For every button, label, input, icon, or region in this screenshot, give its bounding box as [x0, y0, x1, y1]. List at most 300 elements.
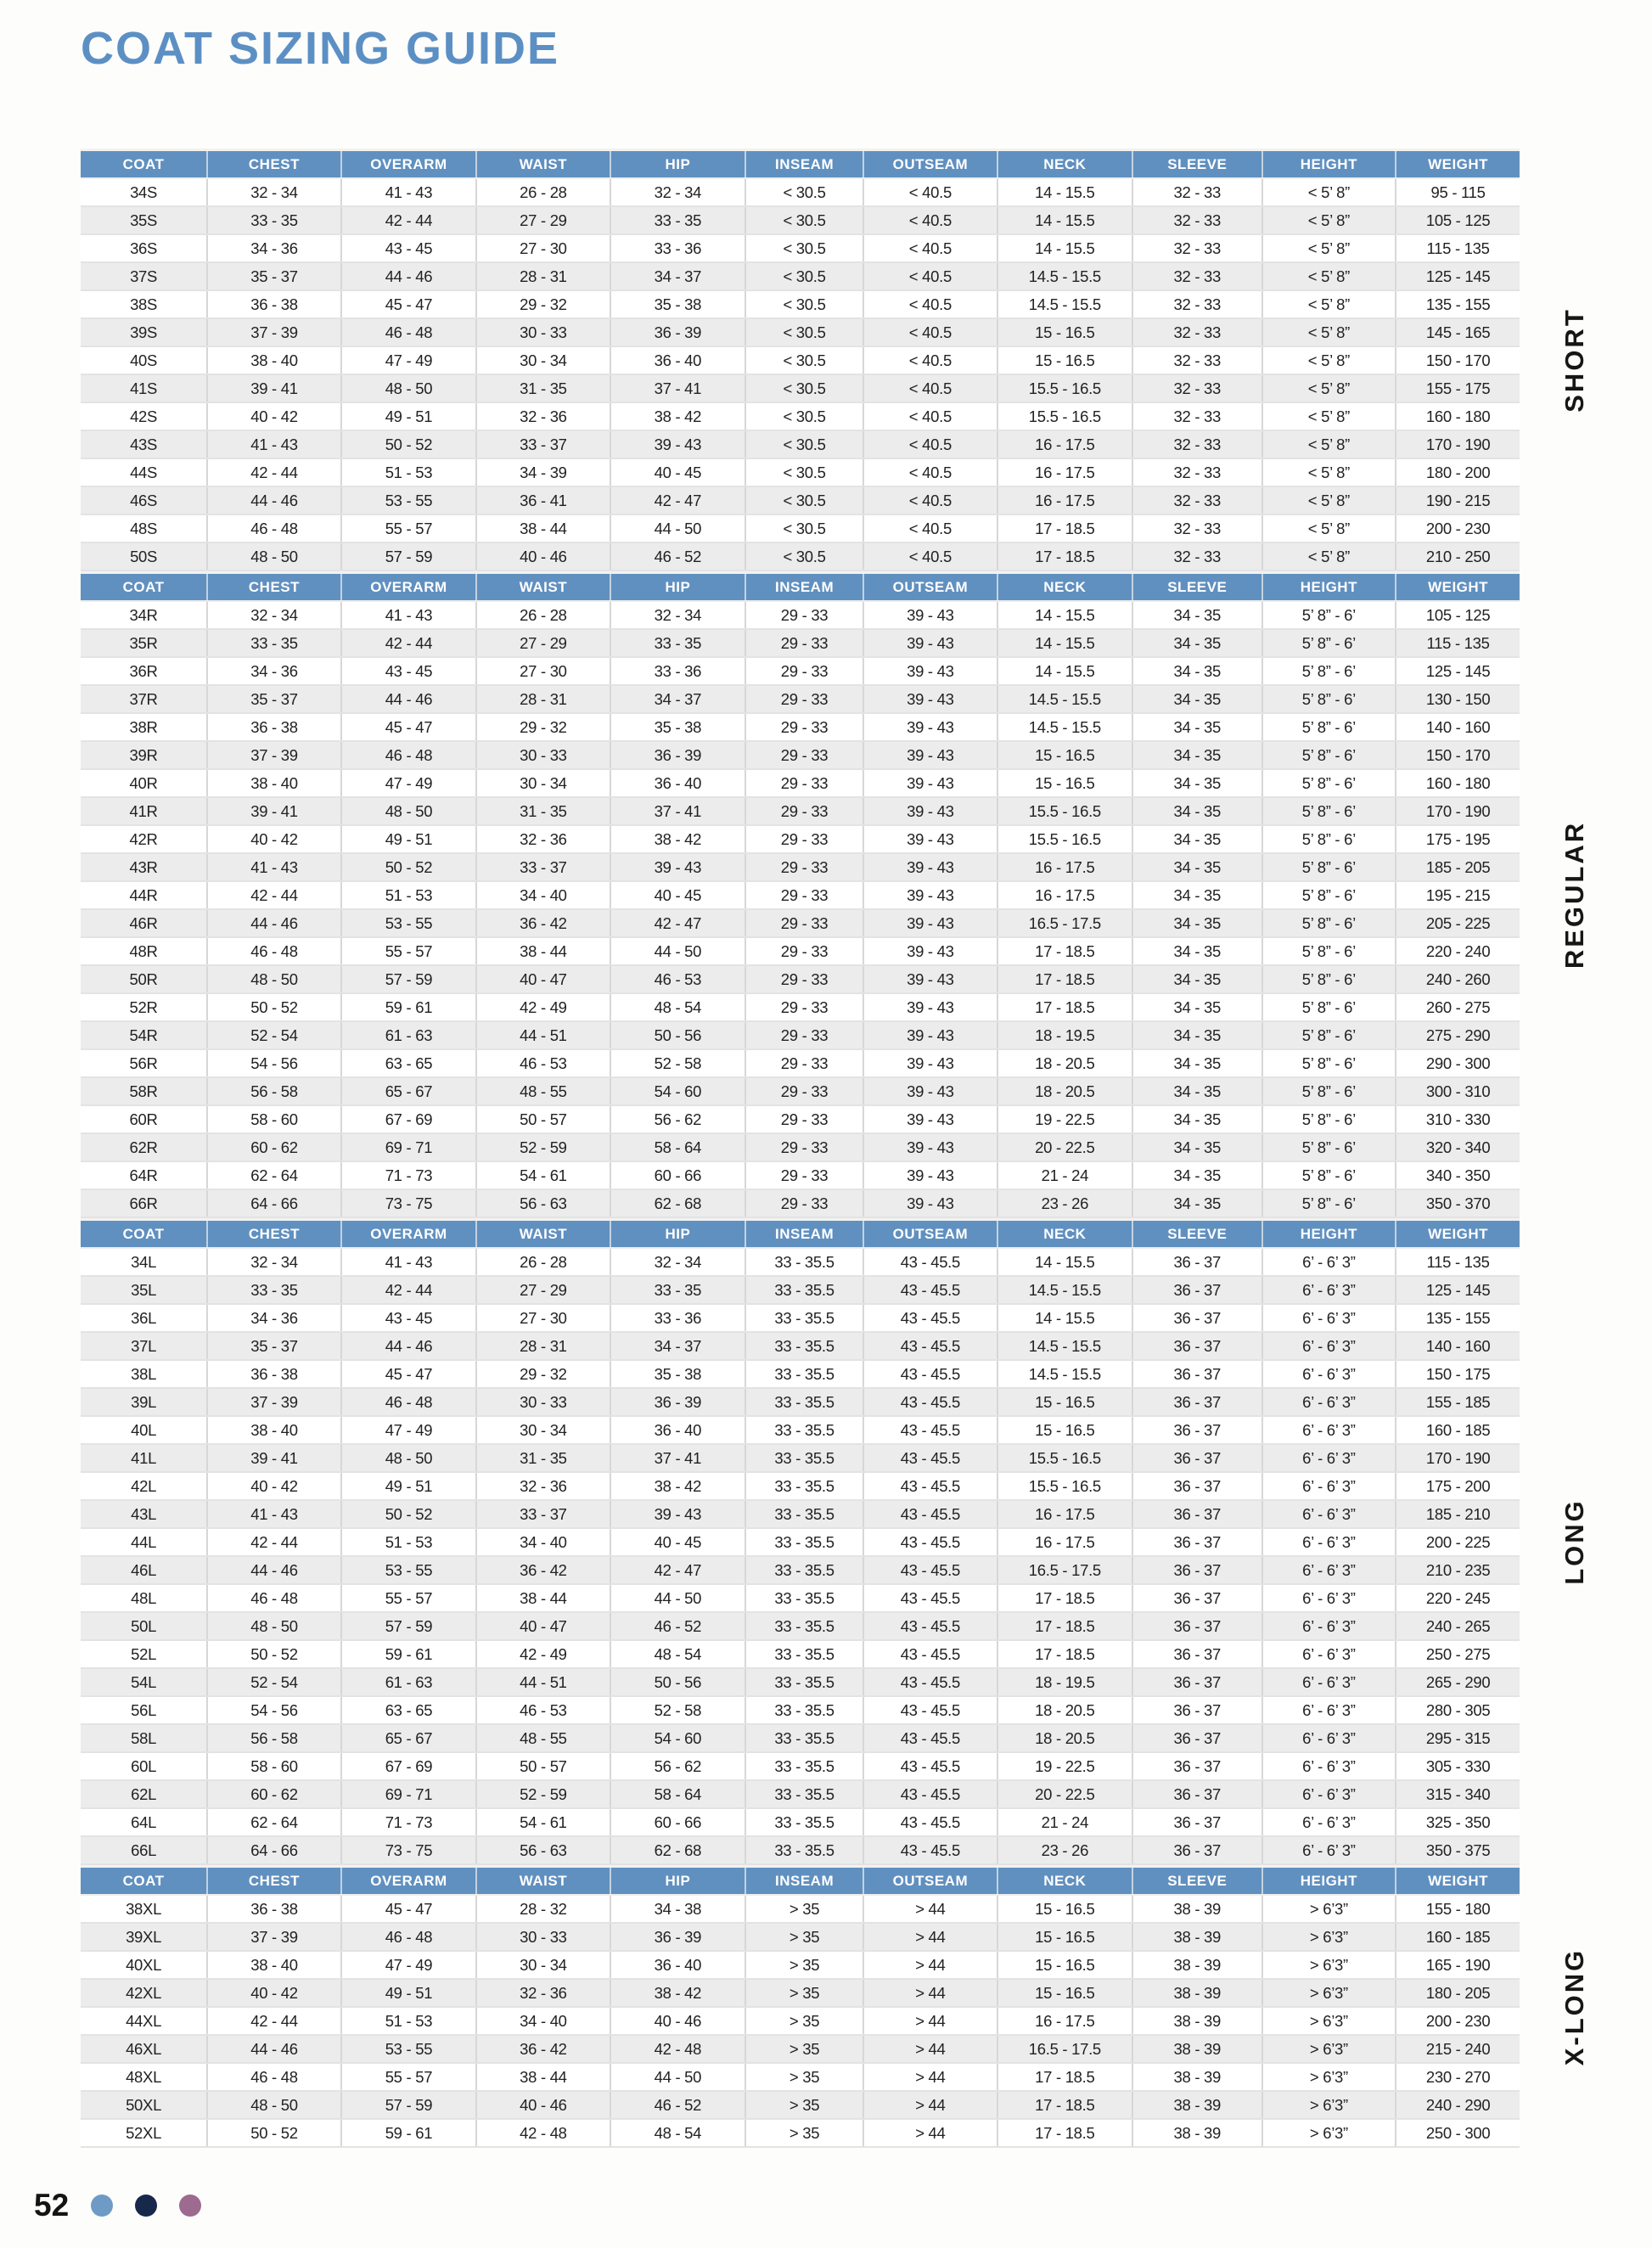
table-cell: 14.5 - 15.5	[997, 1276, 1132, 1304]
table-cell: 33 - 35.5	[745, 1584, 863, 1612]
table-cell: 130 - 150	[1396, 685, 1520, 713]
table-cell: 15 - 16.5	[997, 769, 1132, 797]
table-cell: 33 - 35.5	[745, 1612, 863, 1640]
table-cell: 36 - 40	[610, 1416, 745, 1444]
table-cell: 16.5 - 17.5	[997, 2035, 1132, 2063]
table-cell: 42 - 47	[610, 486, 745, 514]
table-row-62l	[81, 1780, 1520, 1808]
table-row-42xl	[81, 1979, 1520, 2007]
table-cell: 29 - 33	[745, 1189, 863, 1217]
coat-size-cell: 50R	[81, 965, 207, 993]
table-cell: 32 - 33	[1132, 374, 1262, 402]
column-header-outseam: OUTSEAM	[863, 150, 997, 179]
table-cell: 17 - 18.5	[997, 2119, 1132, 2147]
table-cell: 53 - 55	[341, 1556, 476, 1584]
table-cell: 27 - 29	[476, 206, 610, 234]
table-cell: 58 - 60	[207, 1752, 341, 1780]
table-cell: < 30.5	[745, 486, 863, 514]
table-cell: 41 - 43	[207, 1500, 341, 1528]
table-cell: 190 - 215	[1396, 486, 1520, 514]
table-row-39l	[81, 1388, 1520, 1416]
table-cell: 64 - 66	[207, 1189, 341, 1217]
column-header-chest: CHEST	[207, 150, 341, 179]
table-cell: 16 - 17.5	[997, 881, 1132, 909]
table-cell: < 40.5	[863, 514, 997, 542]
table-cell: 38 - 44	[476, 937, 610, 965]
table-cell: 340 - 350	[1396, 1161, 1520, 1189]
table-row-42l	[81, 1472, 1520, 1500]
table-cell: 44 - 46	[207, 909, 341, 937]
coat-size-cell: 39L	[81, 1388, 207, 1416]
table-cell: 29 - 33	[745, 881, 863, 909]
table-cell: 31 - 35	[476, 1444, 610, 1472]
table-cell: > 6’3”	[1262, 2119, 1396, 2147]
table-cell: 250 - 275	[1396, 1640, 1520, 1668]
coat-size-cell: 58L	[81, 1724, 207, 1752]
column-header-waist: WAIST	[476, 1220, 610, 1249]
table-cell: 29 - 33	[745, 685, 863, 713]
table-cell: 200 - 225	[1396, 1528, 1520, 1556]
table-cell: 150 - 170	[1396, 346, 1520, 374]
table-cell: 46 - 53	[476, 1696, 610, 1724]
table-cell: 6’ - 6’ 3”	[1262, 1500, 1396, 1528]
table-cell: > 6’3”	[1262, 2035, 1396, 2063]
table-cell: 47 - 49	[341, 1416, 476, 1444]
table-cell: 33 - 35	[207, 629, 341, 657]
table-cell: 50 - 52	[341, 430, 476, 458]
coat-size-cell: 62L	[81, 1780, 207, 1808]
coat-size-cell: 37S	[81, 262, 207, 290]
table-cell: 195 - 215	[1396, 881, 1520, 909]
table-cell: 14 - 15.5	[997, 206, 1132, 234]
table-cell: 64 - 66	[207, 1836, 341, 1864]
table-cell: 36 - 42	[476, 2035, 610, 2063]
table-cell: 15.5 - 16.5	[997, 1444, 1132, 1472]
section-x-long	[81, 1865, 1589, 2148]
table-cell: > 6’3”	[1262, 1895, 1396, 1923]
coat-size-cell: 56L	[81, 1696, 207, 1724]
coat-size-cell: 52L	[81, 1640, 207, 1668]
table-cell: 53 - 55	[341, 2035, 476, 2063]
table-cell: > 44	[863, 1979, 997, 2007]
table-cell: 36 - 37	[1132, 1360, 1262, 1388]
table-cell: 32 - 33	[1132, 430, 1262, 458]
table-cell: < 40.5	[863, 458, 997, 486]
table-cell: 29 - 33	[745, 853, 863, 881]
table-cell: < 5’ 8”	[1262, 458, 1396, 486]
table-cell: 63 - 65	[341, 1049, 476, 1077]
table-cell: 38 - 42	[610, 1979, 745, 2007]
table-cell: 28 - 31	[476, 1332, 610, 1360]
table-cell: > 6’3”	[1262, 2007, 1396, 2035]
table-cell: 125 - 145	[1396, 1276, 1520, 1304]
table-cell: 14.5 - 15.5	[997, 290, 1132, 318]
table-cell: 210 - 250	[1396, 542, 1520, 570]
table-cell: < 5’ 8”	[1262, 262, 1396, 290]
column-header-coat: COAT	[81, 1220, 207, 1249]
table-cell: 38 - 40	[207, 1951, 341, 1979]
table-cell: 5’ 8” - 6’	[1262, 1077, 1396, 1105]
table-cell: 16 - 17.5	[997, 458, 1132, 486]
section-label-regular: REGULAR	[1559, 820, 1589, 969]
table-cell: 48 - 55	[476, 1724, 610, 1752]
table-cell: 39 - 43	[863, 853, 997, 881]
table-cell: > 44	[863, 2035, 997, 2063]
table-cell: 265 - 290	[1396, 1668, 1520, 1696]
table-cell: 60 - 62	[207, 1780, 341, 1808]
table-cell: 30 - 34	[476, 1416, 610, 1444]
table-cell: 16 - 17.5	[997, 430, 1132, 458]
table-cell: 6’ - 6’ 3”	[1262, 1416, 1396, 1444]
table-cell: 28 - 31	[476, 262, 610, 290]
coat-size-cell: 43L	[81, 1500, 207, 1528]
table-cell: 5’ 8” - 6’	[1262, 881, 1396, 909]
table-cell: 27 - 30	[476, 657, 610, 685]
table-cell: 40 - 42	[207, 1472, 341, 1500]
table-cell: 59 - 61	[341, 993, 476, 1021]
table-cell: 33 - 35.5	[745, 1836, 863, 1864]
table-cell: 26 - 28	[476, 178, 610, 206]
column-header-chest: CHEST	[207, 1867, 341, 1896]
table-cell: 60 - 62	[207, 1133, 341, 1161]
table-cell: 5’ 8” - 6’	[1262, 769, 1396, 797]
table-cell: 5’ 8” - 6’	[1262, 685, 1396, 713]
table-cell: < 30.5	[745, 262, 863, 290]
table-cell: 33 - 36	[610, 1304, 745, 1332]
table-cell: 55 - 57	[341, 1584, 476, 1612]
table-cell: 51 - 53	[341, 458, 476, 486]
table-cell: 28 - 32	[476, 1895, 610, 1923]
table-cell: 16 - 17.5	[997, 1500, 1132, 1528]
table-cell: < 5’ 8”	[1262, 290, 1396, 318]
table-cell: 15.5 - 16.5	[997, 797, 1132, 825]
table-cell: 36 - 38	[207, 1895, 341, 1923]
table-cell: 73 - 75	[341, 1189, 476, 1217]
table-row-54r	[81, 1021, 1520, 1049]
table-cell: 36 - 38	[207, 290, 341, 318]
table-row-62r	[81, 1133, 1520, 1161]
coat-size-cell: 60R	[81, 1105, 207, 1133]
table-cell: 34 - 35	[1132, 657, 1262, 685]
table-cell: 36 - 42	[476, 909, 610, 937]
table-cell: 34 - 37	[610, 1332, 745, 1360]
table-cell: 140 - 160	[1396, 1332, 1520, 1360]
table-cell: 29 - 33	[745, 1133, 863, 1161]
table-cell: 54 - 61	[476, 1161, 610, 1189]
table-cell: 51 - 53	[341, 2007, 476, 2035]
table-cell: 39 - 43	[863, 881, 997, 909]
coat-size-cell: 62R	[81, 1133, 207, 1161]
table-cell: 33 - 35	[610, 629, 745, 657]
table-cell: 71 - 73	[341, 1161, 476, 1189]
table-cell: 37 - 39	[207, 1388, 341, 1416]
coat-size-cell: 58R	[81, 1077, 207, 1105]
table-cell: 42 - 48	[476, 2119, 610, 2147]
table-cell: 36 - 37	[1132, 1640, 1262, 1668]
table-cell: 43 - 45.5	[863, 1444, 997, 1472]
table-cell: 14.5 - 15.5	[997, 262, 1132, 290]
table-cell: 5’ 8” - 6’	[1262, 601, 1396, 629]
table-cell: 5’ 8” - 6’	[1262, 1105, 1396, 1133]
table-cell: 17 - 18.5	[997, 1612, 1132, 1640]
table-cell: 16.5 - 17.5	[997, 909, 1132, 937]
table-cell: 33 - 35.5	[745, 1640, 863, 1668]
table-cell: 40 - 42	[207, 825, 341, 853]
table-row-42r	[81, 825, 1520, 853]
table-cell: 51 - 53	[341, 1528, 476, 1556]
table-cell: 34 - 35	[1132, 685, 1262, 713]
table-cell: 15 - 16.5	[997, 741, 1132, 769]
column-header-hip: HIP	[610, 1867, 745, 1896]
coat-size-cell: 41S	[81, 374, 207, 402]
table-cell: < 40.5	[863, 430, 997, 458]
table-cell: > 6’3”	[1262, 2063, 1396, 2091]
table-cell: 45 - 47	[341, 290, 476, 318]
table-cell: 18 - 20.5	[997, 1049, 1132, 1077]
table-cell: 34 - 35	[1132, 993, 1262, 1021]
table-cell: 33 - 35.5	[745, 1248, 863, 1276]
table-cell: 34 - 35	[1132, 601, 1262, 629]
table-cell: 19 - 22.5	[997, 1752, 1132, 1780]
coat-size-cell: 54R	[81, 1021, 207, 1049]
table-cell: 34 - 35	[1132, 881, 1262, 909]
table-cell: 35 - 38	[610, 713, 745, 741]
coat-size-cell: 42S	[81, 402, 207, 430]
table-cell: 30 - 33	[476, 318, 610, 346]
table-cell: < 30.5	[745, 430, 863, 458]
table-row-41r	[81, 797, 1520, 825]
table-cell: < 30.5	[745, 374, 863, 402]
table-cell: 36 - 37	[1132, 1304, 1262, 1332]
table-cell: 350 - 370	[1396, 1189, 1520, 1217]
table-cell: 48 - 50	[341, 797, 476, 825]
table-cell: 39 - 43	[863, 1049, 997, 1077]
table-cell: > 35	[745, 2119, 863, 2147]
table-cell: 170 - 190	[1396, 430, 1520, 458]
table-cell: 34 - 35	[1132, 713, 1262, 741]
table-cell: 52 - 59	[476, 1133, 610, 1161]
table-cell: 205 - 225	[1396, 909, 1520, 937]
table-cell: < 40.5	[863, 178, 997, 206]
table-cell: 48 - 50	[207, 965, 341, 993]
table-cell: 30 - 34	[476, 346, 610, 374]
table-cell: 36 - 37	[1132, 1752, 1262, 1780]
coat-size-cell: 50XL	[81, 2091, 207, 2119]
table-cell: 38 - 39	[1132, 1923, 1262, 1951]
table-cell: 50 - 52	[207, 1640, 341, 1668]
table-cell: 69 - 71	[341, 1780, 476, 1808]
table-cell: 32 - 33	[1132, 542, 1262, 570]
column-header-inseam: INSEAM	[745, 150, 863, 179]
table-cell: 61 - 63	[341, 1668, 476, 1696]
table-cell: 160 - 185	[1396, 1923, 1520, 1951]
table-cell: 33 - 35.5	[745, 1304, 863, 1332]
table-cell: 5’ 8” - 6’	[1262, 965, 1396, 993]
table-cell: 29 - 33	[745, 1161, 863, 1189]
table-cell: 52 - 58	[610, 1049, 745, 1077]
table-cell: 44 - 50	[610, 1584, 745, 1612]
table-row-43l	[81, 1500, 1520, 1528]
column-header-waist: WAIST	[476, 1867, 610, 1896]
table-cell: 150 - 175	[1396, 1360, 1520, 1388]
table-cell: 36 - 37	[1132, 1276, 1262, 1304]
table-cell: 32 - 34	[207, 601, 341, 629]
table-cell: 44 - 51	[476, 1668, 610, 1696]
table-cell: 50 - 57	[476, 1752, 610, 1780]
table-cell: 33 - 36	[610, 234, 745, 262]
table-cell: 36 - 37	[1132, 1332, 1262, 1360]
coat-size-cell: 43R	[81, 853, 207, 881]
table-cell: > 44	[863, 1895, 997, 1923]
table-cell: 43 - 45.5	[863, 1360, 997, 1388]
coat-size-cell: 64R	[81, 1161, 207, 1189]
column-header-outseam: OUTSEAM	[863, 573, 997, 602]
table-cell: 185 - 205	[1396, 853, 1520, 881]
table-cell: 14 - 15.5	[997, 1248, 1132, 1276]
table-cell: 6’ - 6’ 3”	[1262, 1360, 1396, 1388]
table-cell: 38 - 42	[610, 825, 745, 853]
table-cell: 36 - 41	[476, 486, 610, 514]
table-cell: 29 - 33	[745, 1077, 863, 1105]
table-cell: 6’ - 6’ 3”	[1262, 1696, 1396, 1724]
table-header-row	[81, 150, 1520, 179]
table-cell: 43 - 45.5	[863, 1808, 997, 1836]
table-cell: 46 - 53	[476, 1049, 610, 1077]
table-cell: 41 - 43	[341, 601, 476, 629]
table-cell: 14 - 15.5	[997, 178, 1132, 206]
table-cell: < 30.5	[745, 318, 863, 346]
table-cell: 41 - 43	[207, 430, 341, 458]
table-cell: 32 - 33	[1132, 486, 1262, 514]
table-cell: 39 - 43	[863, 713, 997, 741]
table-cell: < 5’ 8”	[1262, 234, 1396, 262]
table-cell: 140 - 160	[1396, 713, 1520, 741]
table-cell: 39 - 43	[863, 769, 997, 797]
table-row-43s	[81, 430, 1520, 458]
table-cell: 170 - 190	[1396, 1444, 1520, 1472]
table-cell: 320 - 340	[1396, 1133, 1520, 1161]
table-row-52r	[81, 993, 1520, 1021]
table-cell: 40 - 46	[476, 542, 610, 570]
table-cell: 39 - 43	[863, 993, 997, 1021]
table-cell: 15 - 16.5	[997, 318, 1132, 346]
table-cell: 33 - 35	[610, 206, 745, 234]
table-cell: 33 - 35	[610, 1276, 745, 1304]
table-cell: 40 - 45	[610, 881, 745, 909]
table-cell: 39 - 43	[863, 629, 997, 657]
table-cell: 46 - 48	[341, 1388, 476, 1416]
table-cell: 42 - 47	[610, 909, 745, 937]
table-cell: 17 - 18.5	[997, 993, 1132, 1021]
table-cell: 56 - 58	[207, 1724, 341, 1752]
table-cell: 5’ 8” - 6’	[1262, 741, 1396, 769]
table-cell: 37 - 39	[207, 318, 341, 346]
table-cell: 43 - 45.5	[863, 1668, 997, 1696]
table-row-56l	[81, 1696, 1520, 1724]
table-row-37s	[81, 262, 1520, 290]
table-cell: 36 - 38	[207, 713, 341, 741]
table-cell: 36 - 37	[1132, 1612, 1262, 1640]
table-cell: 39 - 43	[863, 909, 997, 937]
column-header-weight: WEIGHT	[1396, 1220, 1520, 1249]
table-cell: 40 - 42	[207, 1979, 341, 2007]
table-cell: 65 - 67	[341, 1724, 476, 1752]
table-row-38l	[81, 1360, 1520, 1388]
table-cell: 65 - 67	[341, 1077, 476, 1105]
table-cell: 46 - 53	[610, 965, 745, 993]
table-cell: 38 - 39	[1132, 2091, 1262, 2119]
table-cell: 16.5 - 17.5	[997, 1556, 1132, 1584]
table-cell: 34 - 35	[1132, 909, 1262, 937]
column-header-hip: HIP	[610, 1220, 745, 1249]
table-row-60r	[81, 1105, 1520, 1133]
table-cell: < 30.5	[745, 402, 863, 430]
coat-size-cell: 46XL	[81, 2035, 207, 2063]
table-cell: 5’ 8” - 6’	[1262, 1161, 1396, 1189]
table-cell: 44 - 50	[610, 2063, 745, 2091]
table-row-37l	[81, 1332, 1520, 1360]
table-cell: 38 - 42	[610, 1472, 745, 1500]
table-cell: > 35	[745, 2091, 863, 2119]
table-cell: 34 - 35	[1132, 825, 1262, 853]
table-cell: 200 - 230	[1396, 514, 1520, 542]
table-cell: 160 - 185	[1396, 1416, 1520, 1444]
table-cell: 29 - 33	[745, 741, 863, 769]
table-cell: 14 - 15.5	[997, 601, 1132, 629]
table-cell: 33 - 35.5	[745, 1780, 863, 1808]
table-cell: 52 - 59	[476, 1780, 610, 1808]
table-cell: 26 - 28	[476, 1248, 610, 1276]
table-cell: 38 - 39	[1132, 2035, 1262, 2063]
table-cell: 36 - 37	[1132, 1668, 1262, 1696]
table-row-41s	[81, 374, 1520, 402]
table-cell: 36 - 37	[1132, 1836, 1262, 1864]
table-cell: 5’ 8” - 6’	[1262, 1133, 1396, 1161]
table-cell: 5’ 8” - 6’	[1262, 937, 1396, 965]
coat-size-cell: 44R	[81, 881, 207, 909]
table-cell: 29 - 33	[745, 825, 863, 853]
table-cell: 295 - 315	[1396, 1724, 1520, 1752]
table-cell: 39 - 43	[863, 1077, 997, 1105]
table-cell: 67 - 69	[341, 1752, 476, 1780]
table-cell: 54 - 56	[207, 1696, 341, 1724]
coat-size-cell: 39R	[81, 741, 207, 769]
table-cell: 32 - 34	[207, 178, 341, 206]
table-cell: 33 - 35.5	[745, 1696, 863, 1724]
table-cell: 16 - 17.5	[997, 2007, 1132, 2035]
column-header-height: HEIGHT	[1262, 1220, 1396, 1249]
coat-size-cell: 46L	[81, 1556, 207, 1584]
table-cell: 62 - 64	[207, 1808, 341, 1836]
table-cell: 53 - 55	[341, 909, 476, 937]
table-cell: < 30.5	[745, 178, 863, 206]
table-cell: > 44	[863, 2091, 997, 2119]
table-cell: 46 - 52	[610, 2091, 745, 2119]
table-cell: 185 - 210	[1396, 1500, 1520, 1528]
table-cell: 43 - 45.5	[863, 1332, 997, 1360]
table-row-44xl	[81, 2007, 1520, 2035]
table-cell: 54 - 60	[610, 1724, 745, 1752]
column-header-weight: WEIGHT	[1396, 573, 1520, 602]
page-footer	[34, 2188, 201, 2223]
table-cell: 32 - 33	[1132, 458, 1262, 486]
page-number: 52	[34, 2188, 70, 2223]
table-cell: 14 - 15.5	[997, 234, 1132, 262]
coat-size-cell: 56R	[81, 1049, 207, 1077]
table-cell: 34 - 35	[1132, 1189, 1262, 1217]
table-cell: 51 - 53	[341, 881, 476, 909]
table-cell: 39 - 43	[863, 965, 997, 993]
